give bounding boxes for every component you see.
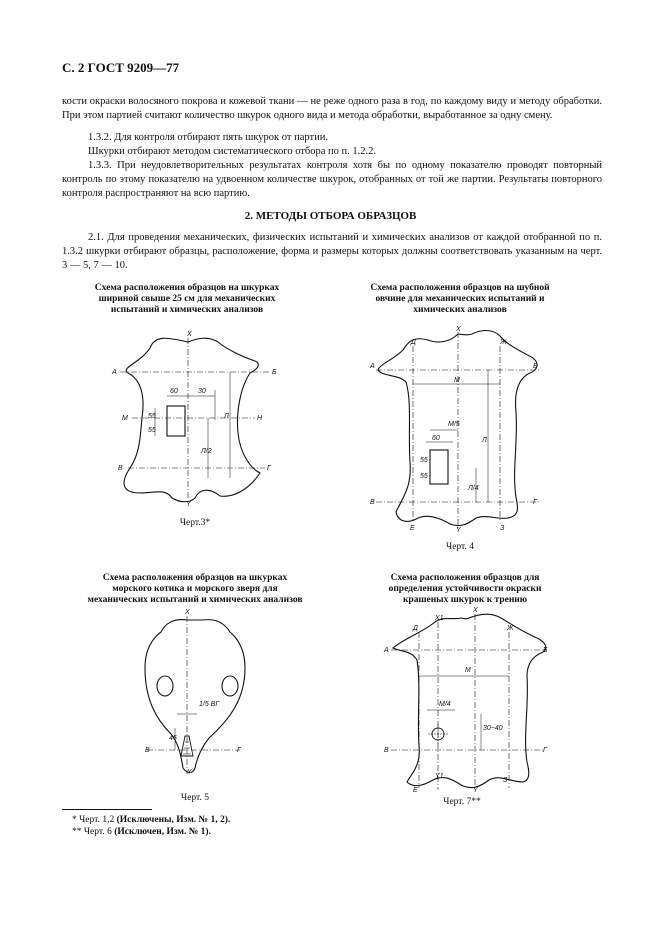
f5-label-y: Y	[187, 769, 192, 776]
f7-label-y: Y	[473, 787, 478, 794]
f4-label-zh: Ж	[500, 339, 507, 346]
figure-7-caption: Схема расположения образцов для определения устойчивости окраски крашеных шкурок к трению	[388, 573, 542, 605]
f4-dim-m5: М/5	[448, 421, 460, 428]
f3-label-n: Н	[257, 415, 263, 422]
f4-dim-55b: 55	[420, 473, 428, 480]
f5-label-v: В	[145, 747, 150, 754]
f7-dim-m: М	[465, 667, 471, 674]
f4-label-a: А	[370, 363, 375, 370]
figure-4-diagram	[368, 322, 548, 534]
figure-3-caption: Схема расположения образцов на шкурках шириной свыше 25 см для механических испытаний и химических анализов	[94, 283, 280, 315]
f7-label-x1: X1	[435, 615, 444, 622]
f3-label-m: М	[122, 415, 128, 422]
f4-label-e: Е	[410, 525, 415, 532]
f3-dim-60: 60	[170, 388, 178, 395]
f3-label-a: А	[112, 369, 117, 376]
f7-label-y1: Y1	[435, 773, 444, 780]
f4-label-g: Г	[533, 499, 537, 506]
footnote-1	[72, 814, 230, 826]
f3-dim-l: Л	[224, 413, 229, 420]
f3-dim-55a: 55	[148, 413, 156, 420]
paragraph-1: кости окраски волосяного покрова и кожевой ткани — не реже одного раза в год, по каждому виду и методу обработки. При этом партией считают количество шкурок одного вида и метода обработки, выработанное за одну смену.	[62, 96, 602, 121]
f7-label-e: Е	[413, 787, 418, 794]
figure-7-label: Черт. 7**	[443, 797, 481, 807]
section-title: 2. МЕТОДЫ ОТБОРА ОБРАЗЦОВ	[244, 210, 417, 222]
f4-label-b: Б	[533, 363, 538, 370]
figure-3-label: Черт.3*	[179, 518, 211, 528]
figure-4-label: Черт. 4	[446, 542, 474, 552]
footnote-1-prefix: * Черт. 1,2	[72, 815, 117, 825]
footnote-2	[72, 826, 211, 838]
f4-label-y: Y	[456, 527, 461, 534]
f4-dim-55a: 55	[420, 457, 428, 464]
f7-label-a: А	[384, 647, 389, 654]
f4-dim-l: Л	[482, 437, 487, 444]
f3-dim-l2: Л/2	[201, 448, 212, 455]
f7-label-b: Б	[543, 647, 548, 654]
f5-dim-bg: 1/5 ВГ	[199, 701, 220, 708]
f7-label-g: Г	[543, 747, 547, 754]
f5-label-g: Г	[237, 747, 241, 754]
f7-label-x: X	[473, 607, 478, 614]
f7-label-d: Д	[413, 625, 418, 632]
f4-dim-l4: Л/4	[468, 485, 479, 492]
paragraph-4: 1.3.3. При неудовлетворительных результатах контроля хотя бы по одному показателю проводят повторный контроль по этому показателю на удвоенном количестве шкурок, отобранных от той же партии. Результаты повторного контроля распространяют на всю партию.	[62, 160, 602, 199]
footnote-divider	[62, 809, 152, 810]
f3-label-x: X	[187, 331, 192, 338]
f3-label-b: Б	[272, 369, 277, 376]
paragraph-2: 1.3.2. Для контроля отбирают пять шкурок от партии.	[88, 132, 328, 143]
f5-label-x: X	[185, 609, 190, 616]
figure-5-diagram	[135, 608, 265, 778]
figure-5-caption: Схема расположения образцов на шкурках морского котика и морского зверя для механических испытаний и химических анализов	[87, 573, 303, 605]
figure-4-caption: Схема расположения образцов на шубной овчине для механических испытаний и химических анализов	[370, 283, 550, 315]
footnote-1-note: (Исключены, Изм. № 1, 2).	[116, 815, 231, 825]
footnote-2-prefix: ** Черт. 6	[72, 827, 115, 837]
figure-3-diagram	[100, 328, 290, 508]
figure-7-diagram	[383, 606, 553, 794]
f4-label-v: В	[370, 499, 375, 506]
f4-dim-60: 60	[432, 435, 440, 442]
f7-dim-3040: 30−40	[483, 725, 503, 732]
f3-label-g: Г	[267, 465, 271, 472]
f4-label-x: X	[456, 326, 461, 333]
section-text: 2.1. Для проведения механических, физических испытаний и химических анализов от каждой отобранной по п. 1.3.2 шкурки отбирают образцы, расположение, форма и размеры которых должны соответствовать указанным на черт. 3 — 5, 7 — 10.	[62, 232, 602, 271]
f7-label-zh: Ж	[507, 625, 514, 632]
f4-label-z: З	[500, 525, 505, 532]
f3-label-y: Y	[186, 501, 191, 508]
f3-dim-55b: 55	[148, 427, 156, 434]
f3-dim-30: 30	[198, 388, 206, 395]
f7-label-v: В	[384, 747, 389, 754]
f7-label-z: З	[503, 777, 508, 784]
page-header: С. 2 ГОСТ 9209—77	[62, 60, 180, 75]
f4-label-d: Д	[411, 339, 416, 346]
paragraph-3: Шкурки отбирают методом систематического отбора по п. 1.2.2.	[88, 146, 377, 157]
f5-dim-45: 45	[169, 735, 177, 742]
f4-dim-m: М	[454, 377, 460, 384]
f3-label-v: В	[118, 465, 123, 472]
figure-5-label: Черт. 5	[181, 793, 209, 803]
footnote-2-note: (Исключен, Изм. № 1).	[114, 827, 211, 837]
f7-dim-m4: М/4	[439, 701, 451, 708]
